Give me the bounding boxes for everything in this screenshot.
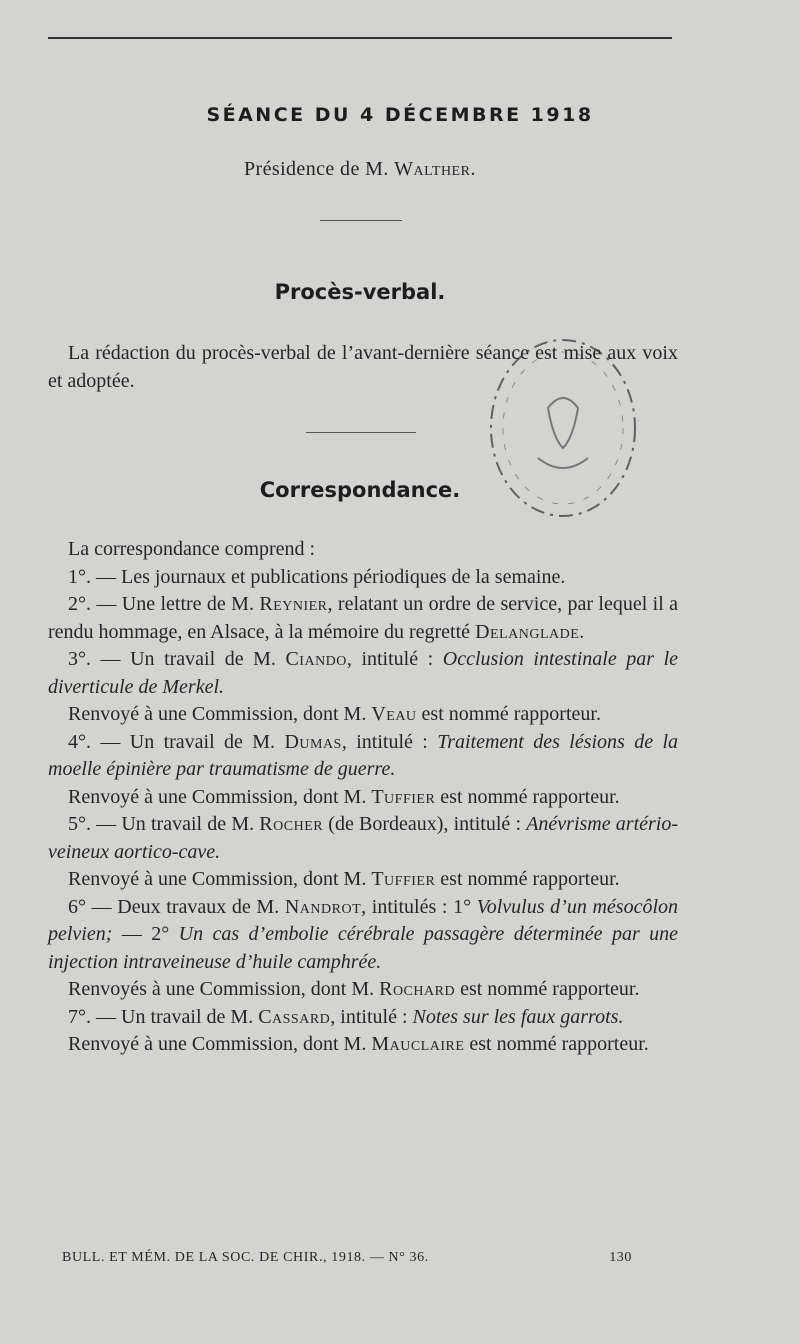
item-7-text: , intitulé : [330, 1005, 408, 1028]
item-3-text: 3°. — Un travail de M. [68, 648, 276, 670]
page-number: 130 [609, 1250, 632, 1265]
item-4 [48, 729, 678, 784]
renvoi-text: Renvoyés à une Commission, dont M. [68, 978, 375, 1000]
rapporteur-name: Tuffier [371, 868, 436, 890]
work-title: Notes sur les faux garrots. [412, 1005, 624, 1028]
item-4-renvoi [48, 784, 678, 812]
item-5-renvoi [48, 866, 678, 894]
presidence-name: Walther. [394, 158, 476, 180]
rapporteur-name: Veau [371, 703, 417, 725]
rapporteur-name: Rochard [379, 978, 456, 1000]
renvoi-text: Renvoyé à une Commission, dont M. [68, 785, 367, 808]
correspondance-intro: La correspondance comprend : [68, 538, 316, 560]
item-2: 2°. — Une lettre de M. Reynier, relatant un ordre de service, par lequel il a rendu hommage, en Alsace, à la mémoire du regretté Delanglade. [48, 593, 679, 643]
proces-verbal-heading: Procès-verbal. [274, 280, 446, 304]
item-5-text: (de Bordeaux), intitulé : [328, 813, 521, 835]
divider [320, 220, 402, 221]
item-2-text: 2°. — Une lettre de M. [68, 593, 254, 615]
work-title: Un cas d’embolie cérébrale passagère déterminée par une injection intraveineuse d’huile camphrée. [48, 923, 679, 973]
person-name: Delanglade [475, 620, 580, 643]
item-7-text: 7°. — Un travail de M. [68, 1005, 254, 1028]
journal-reference: BULL. ET MÉM. DE LA SOC. DE CHIR., 1918. — N° 36. [62, 1250, 429, 1265]
item-1: 1°. — Les journaux et publications périodiques de la semaine. [68, 565, 566, 588]
item-7-renvoi [48, 1031, 678, 1059]
work-title: Occlusion intestinale par le diverticule de Merkel. [48, 648, 679, 698]
rapporteur-name: Mauclaire [371, 1033, 465, 1055]
item-6-text: — 2° [121, 923, 170, 945]
item-3-text: , intitulé : [346, 648, 434, 670]
rapporteur-name: Tuffier [371, 785, 436, 808]
author-name: Dumas [284, 730, 342, 753]
item-4-text: 4°. — Un travail de M. [68, 730, 276, 753]
library-stamp [478, 328, 648, 528]
author-name: Reynier [259, 593, 328, 615]
item-2-text: , relatant un ordre de service, par lequel il a rendu hommage, en Alsace, à la mémoire du regretté [48, 593, 679, 643]
page-footer [62, 1250, 632, 1266]
item-6-text: 6° — Deux travaux de M. [68, 895, 280, 918]
author-name: Nandrot [284, 895, 362, 918]
item-4-text: , intitulé : [341, 730, 428, 753]
correspondance-heading: Correspondance. [259, 478, 461, 502]
item-5 [48, 811, 678, 866]
item-7 [48, 1004, 678, 1032]
renvoi-text: est nommé rapporteur. [440, 785, 620, 808]
renvoi-text: est nommé rapporteur. [421, 703, 601, 725]
item-6-renvoi [48, 976, 678, 1004]
work-title: Volvulus d’un mésocôlon pelvien; [48, 895, 679, 945]
top-rule [48, 37, 672, 39]
item-3-renvoi [48, 701, 678, 729]
renvoi-text: Renvoyé à une Commission, dont M. [68, 703, 367, 725]
renvoi-text: Renvoyé à une Commission, dont M. [68, 868, 367, 890]
item-3 [48, 646, 678, 701]
presidence-prefix: Présidence de M. [244, 158, 389, 180]
item-5-text: 5°. — Un travail de M. [68, 813, 255, 835]
work-title: Traitement des lésions de la moelle épinière par traumatisme de guerre. [48, 730, 679, 780]
author-name: Ciando [285, 648, 347, 670]
renvoi-text: est nommé rapporteur. [469, 1033, 649, 1055]
page-title: SÉANCE DU 4 DÉCEMBRE 1918 [206, 104, 594, 126]
renvoi-text: est nommé rapporteur. [460, 978, 640, 1000]
renvoi-text: Renvoyé à une Commission, dont M. [68, 1033, 367, 1055]
work-title: Anévrisme artério-veineux aortico-cave. [48, 813, 679, 863]
item-6 [48, 894, 678, 977]
proces-verbal-paragraph: La rédaction du procès-verbal de l’avant-dernière séance est mise aux voix et adoptée. [48, 342, 678, 392]
renvoi-text: est nommé rapporteur. [440, 868, 620, 890]
item-6-text: , intitulés : 1° [361, 895, 472, 918]
divider [306, 432, 416, 433]
correspondance-body [48, 536, 678, 1059]
author-name: Cassard [258, 1005, 331, 1028]
author-name: Rocher [259, 813, 324, 835]
presidence-line [0, 158, 720, 181]
